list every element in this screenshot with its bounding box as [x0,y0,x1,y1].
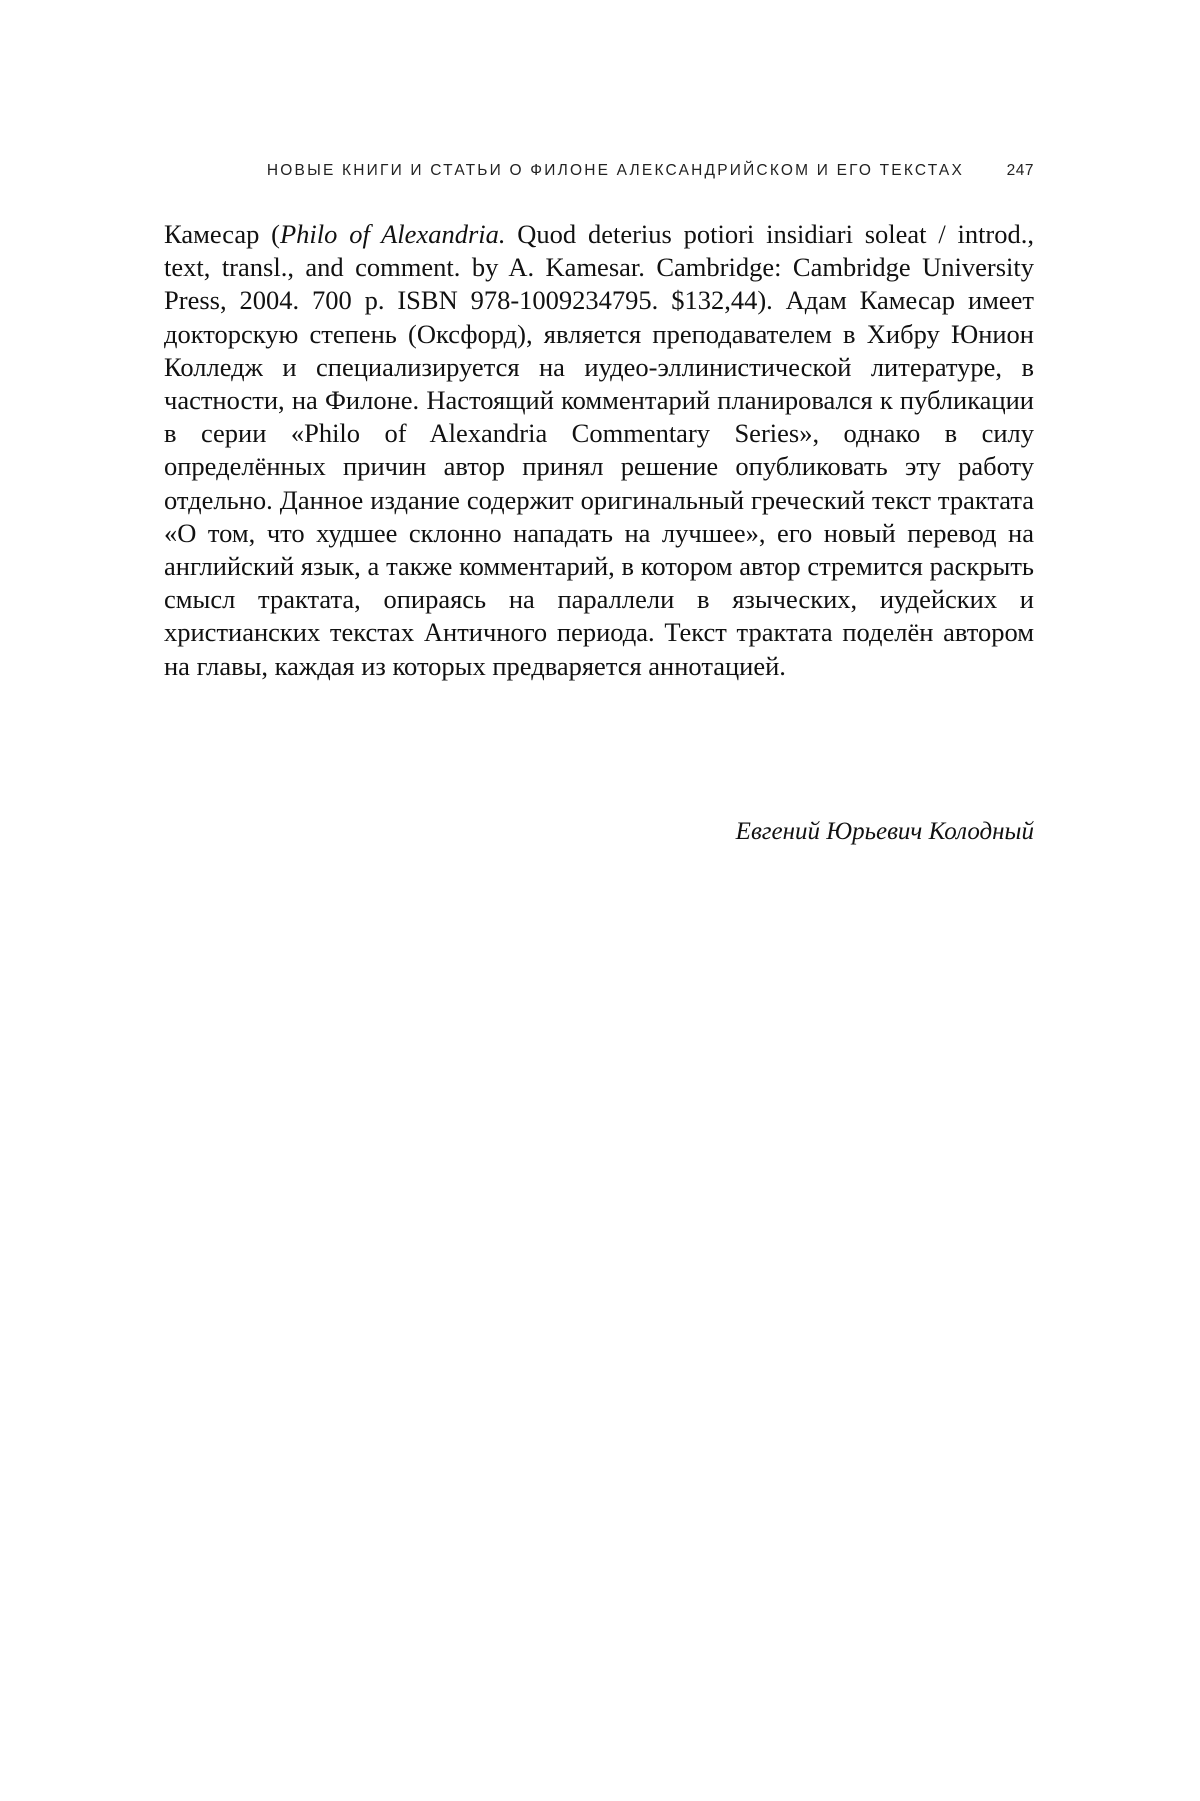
author-signature: Евгений Юрьевич Колодный [735,818,1034,845]
running-title: НОВЫЕ КНИГИ И СТАТЬИ О ФИЛОНЕ АЛЕКСАНДРИЙСКОМ И ЕГО ТЕКСТАХ [266,162,964,179]
paragraph-body: Quod deterius potiori insidiari soleat / introd., text, transl., and comment. by A. Kamesar. Cambridge: Cambridge University Press, 2004. 700 p. ISBN 978-1009234795. $132,44). Адам Камесар имеет докторскую степень (Оксфорд), является преподавателем в Хибру Юнион Колледж и специализируется на иудео-эллинистической литературе, в частности, на Филоне. Настоящий комментарий планировался к публикации в серии «Philo of Alexandria Commentary Series», однако в силу определённых причин автор принял решение опубликовать эту работу отдельно. Данное издание содержит оригинальный греческий текст трактата «О том, что худшее склонно нападать на лучшее», его новый перевод на английский язык, а также комментарий, в котором автор стремится раскрыть смысл трактата, опираясь на параллели в языческих, иудейских и христианских текстах Античного периода. Текст трактата поделён автором на главы, каждая из которых предваряется аннотацией. [164,219,1035,681]
review-paragraph [164,218,1034,683]
running-head [164,162,1034,190]
page-number: 247 [1006,162,1034,179]
book-title: Philo of Alexandria. [280,219,506,249]
paragraph-intro: Камесар ( [164,219,280,249]
